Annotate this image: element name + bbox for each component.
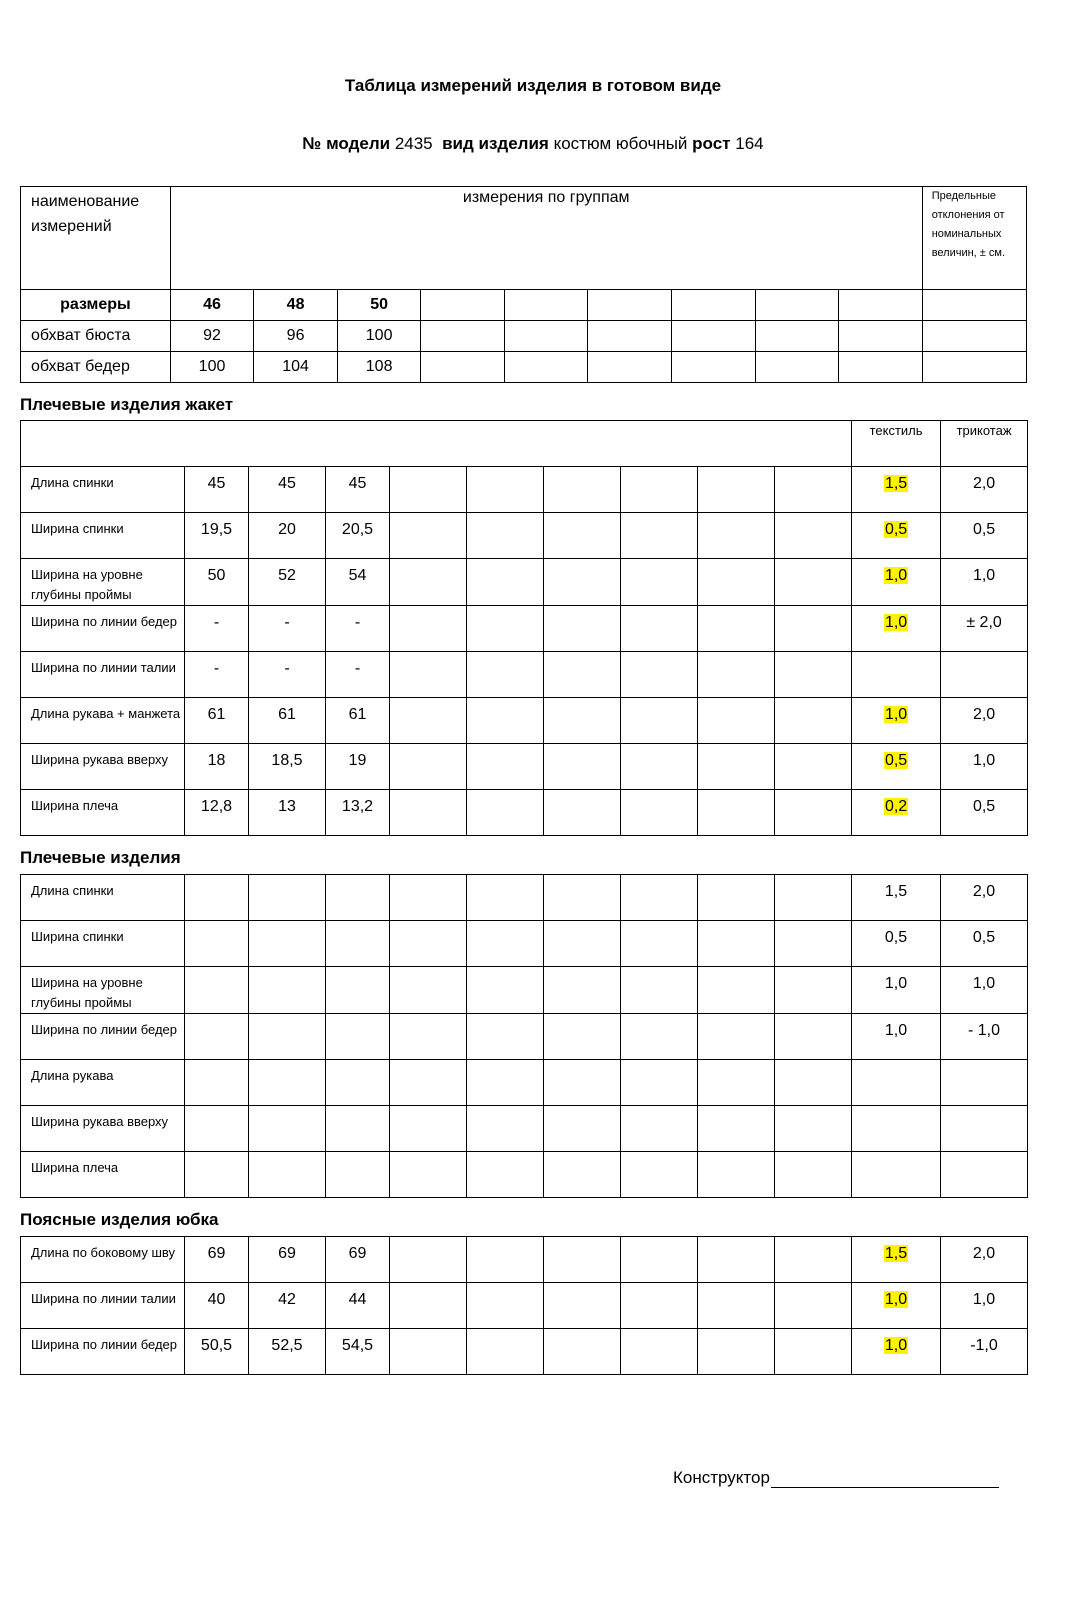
table-row: [21, 744, 1028, 790]
row-label: Ширина по линии бедер: [21, 1014, 185, 1060]
empty-cell: [698, 698, 775, 744]
skirt-table: [20, 1236, 1028, 1375]
textile-deviation-cell: [852, 875, 941, 921]
empty-cell: [544, 467, 621, 513]
value-cell: [185, 875, 249, 921]
textile-deviation-value: 1,0: [884, 1291, 908, 1308]
empty-cell: [775, 744, 852, 790]
textile-deviation-cell: [852, 744, 941, 790]
empty-cell: [544, 513, 621, 559]
row-label: обхват бюста: [21, 321, 171, 352]
textile-deviation-cell: [852, 1014, 941, 1060]
empty-cell: [775, 467, 852, 513]
empty-cell: [698, 1106, 775, 1152]
row-label: Длина спинки: [21, 875, 185, 921]
row-label: Ширина на уровне глубины проймы: [21, 967, 185, 1014]
textile-deviation-cell: [852, 921, 941, 967]
measurement-name-header: наименование измерений: [21, 187, 171, 290]
empty-cell: [621, 559, 698, 606]
empty-cell: [544, 921, 621, 967]
empty-cell: [390, 467, 467, 513]
table-row: [21, 790, 1028, 836]
empty-cell: [467, 921, 544, 967]
empty-cell: [775, 1014, 852, 1060]
row-label: Ширина по линии бедер: [21, 1329, 185, 1375]
empty-cell: [467, 1237, 544, 1283]
empty-cell: [698, 875, 775, 921]
row-label: Ширина по линии талии: [21, 1283, 185, 1329]
empty-cell: [621, 652, 698, 698]
empty-cell: [698, 1014, 775, 1060]
empty-cell: [698, 1283, 775, 1329]
table-row: [21, 1237, 1028, 1283]
knit-deviation-cell: 2,0: [941, 1237, 1028, 1283]
empty-cell: [390, 1329, 467, 1375]
empty-cell: [621, 1060, 698, 1106]
value-cell: 96: [254, 321, 338, 352]
empty-cell: [544, 652, 621, 698]
empty-cell: [698, 513, 775, 559]
empty-cell: [467, 1060, 544, 1106]
row-label: Ширина плеча: [21, 790, 185, 836]
table-row: [21, 290, 1027, 321]
value-cell: [326, 1060, 390, 1106]
textile-header: текстиль: [852, 421, 941, 467]
empty-cell: [544, 744, 621, 790]
row-label: Ширина плеча: [21, 1152, 185, 1198]
empty-cell: [775, 606, 852, 652]
empty-cell: [775, 513, 852, 559]
empty-cell: [390, 1060, 467, 1106]
empty-cell: [698, 652, 775, 698]
value-cell: 69: [326, 1237, 390, 1283]
size-cell: 46: [170, 290, 254, 321]
empty-cell: [698, 921, 775, 967]
empty-cell: [467, 513, 544, 559]
table-row: [21, 698, 1028, 744]
textile-deviation-value: 1,0: [884, 567, 908, 584]
value-cell: 92: [170, 321, 254, 352]
empty-cell: [621, 1329, 698, 1375]
value-cell: 52,5: [249, 1329, 326, 1375]
knit-deviation-cell: [941, 1060, 1028, 1106]
textile-deviation-value: 1,0: [884, 614, 908, 631]
empty-cell: [467, 744, 544, 790]
value-cell: 42: [249, 1283, 326, 1329]
empty-cell: [544, 1283, 621, 1329]
knit-deviation-cell: -1,0: [941, 1329, 1028, 1375]
empty-cell: [544, 698, 621, 744]
value-cell: 61: [249, 698, 326, 744]
knit-header: трикотаж: [941, 421, 1028, 467]
empty-cell: [467, 1283, 544, 1329]
knit-deviation-cell: 2,0: [941, 698, 1028, 744]
height-value: 164: [735, 134, 764, 153]
table-row: [21, 467, 1028, 513]
textile-deviation-cell: [852, 1060, 941, 1106]
value-cell: [326, 1014, 390, 1060]
textile-deviation-value: 1,5: [884, 883, 908, 900]
value-cell: 19: [326, 744, 390, 790]
value-cell: -: [249, 652, 326, 698]
textile-deviation-value: 0,5: [884, 752, 908, 769]
empty-cell: [390, 1152, 467, 1198]
empty-cell: [467, 967, 544, 1014]
empty-cell: [390, 1106, 467, 1152]
empty-cell: [775, 698, 852, 744]
empty-cell: [698, 1152, 775, 1198]
empty-cell: [544, 606, 621, 652]
value-cell: [185, 921, 249, 967]
row-label: Длина спинки: [21, 467, 185, 513]
empty-cell: [698, 790, 775, 836]
empty-cell: [621, 1237, 698, 1283]
table-row: [21, 321, 1027, 352]
page-title: Таблица измерений изделия в готовом виде: [344, 76, 722, 95]
table-row: [21, 1152, 1028, 1198]
knit-deviation-cell: [941, 1152, 1028, 1198]
value-cell: [249, 875, 326, 921]
empty-cell: [775, 559, 852, 606]
row-label: Ширина спинки: [21, 513, 185, 559]
value-cell: [326, 875, 390, 921]
knit-deviation-cell: ± 2,0: [941, 606, 1028, 652]
empty-cell: [621, 1152, 698, 1198]
value-cell: [249, 1106, 326, 1152]
empty-cell: [544, 1060, 621, 1106]
empty-cell: [621, 606, 698, 652]
row-label: Ширина рукава вверху: [21, 744, 185, 790]
value-cell: 40: [185, 1283, 249, 1329]
empty-cell: [390, 921, 467, 967]
size-cell: 50: [337, 290, 421, 321]
empty-cell: [621, 790, 698, 836]
value-cell: [249, 921, 326, 967]
empty-cell: [775, 875, 852, 921]
product-type-label: вид изделия: [442, 134, 549, 153]
textile-deviation-value: 0,5: [884, 929, 908, 946]
knit-deviation-cell: 0,5: [941, 790, 1028, 836]
table-row: [21, 875, 1028, 921]
textile-deviation-cell: [852, 790, 941, 836]
empty-cell: [390, 1283, 467, 1329]
empty-cell: [390, 698, 467, 744]
empty-cell: [467, 1106, 544, 1152]
value-cell: [185, 1014, 249, 1060]
row-label: Ширина по линии бедер: [21, 606, 185, 652]
value-cell: 13,2: [326, 790, 390, 836]
empty-cell: [544, 559, 621, 606]
row-label: Ширина спинки: [21, 921, 185, 967]
empty-cell: [775, 1329, 852, 1375]
table-row: [21, 1283, 1028, 1329]
value-cell: 45: [326, 467, 390, 513]
table-row: [21, 1014, 1028, 1060]
textile-deviation-value: 0,2: [884, 798, 908, 815]
empty-cell: [467, 698, 544, 744]
empty-cell: [698, 1060, 775, 1106]
textile-deviation-cell: [852, 559, 941, 606]
model-value: 2435: [394, 134, 433, 153]
textile-deviation-cell: [852, 513, 941, 559]
empty-cell: [775, 1152, 852, 1198]
table-row: [21, 652, 1028, 698]
empty-cell: [621, 513, 698, 559]
textile-deviation-cell: [852, 1106, 941, 1152]
row-label: обхват бедер: [21, 352, 171, 383]
table-row: [21, 559, 1028, 606]
textile-deviation-value: 1,5: [884, 1245, 908, 1262]
knit-deviation-cell: 0,5: [941, 921, 1028, 967]
value-cell: -: [185, 606, 249, 652]
row-label: Ширина по линии талии: [21, 652, 185, 698]
row-label: Ширина рукава вверху: [21, 1106, 185, 1152]
empty-cell: [467, 559, 544, 606]
knit-deviation-cell: [941, 652, 1028, 698]
empty-cell: [775, 921, 852, 967]
value-cell: 61: [185, 698, 249, 744]
shoulder-table: [20, 874, 1028, 1198]
value-cell: 104: [254, 352, 338, 383]
value-cell: -: [326, 606, 390, 652]
textile-deviation-cell: [852, 698, 941, 744]
value-cell: 45: [249, 467, 326, 513]
value-cell: 18,5: [249, 744, 326, 790]
knit-deviation-cell: 1,0: [941, 559, 1028, 606]
textile-deviation-value: 1,0: [884, 706, 908, 723]
empty-cell: [467, 606, 544, 652]
empty-cell: [698, 606, 775, 652]
knit-deviation-cell: - 1,0: [941, 1014, 1028, 1060]
textile-deviation-value: 1,5: [884, 475, 908, 492]
empty-cell: [544, 875, 621, 921]
empty-cell: [390, 1014, 467, 1060]
knit-deviation-cell: 2,0: [941, 875, 1028, 921]
knit-deviation-cell: 1,0: [941, 1283, 1028, 1329]
value-cell: 108: [337, 352, 421, 383]
knit-deviation-cell: 1,0: [941, 967, 1028, 1014]
empty-cell: [621, 698, 698, 744]
value-cell: [326, 1152, 390, 1198]
deviation-header: Предельные отклонения от номинальных величин, ± см.: [922, 187, 1026, 290]
empty-cell: [775, 1283, 852, 1329]
height-label: рост: [692, 134, 731, 153]
empty-cell: [621, 921, 698, 967]
value-cell: 52: [249, 559, 326, 606]
value-cell: -: [185, 652, 249, 698]
value-cell: -: [326, 652, 390, 698]
empty-cell: [467, 875, 544, 921]
value-cell: [326, 1106, 390, 1152]
empty-cell: [698, 467, 775, 513]
sizes-table: [20, 186, 1027, 383]
textile-deviation-value: 1,0: [884, 1022, 908, 1039]
value-cell: 45: [185, 467, 249, 513]
textile-deviation-cell: [852, 1152, 941, 1198]
empty-cell: [390, 875, 467, 921]
textile-deviation-cell: [852, 967, 941, 1014]
empty-cell: [544, 1106, 621, 1152]
value-cell: [249, 1152, 326, 1198]
textile-deviation-value: 1,0: [884, 1337, 908, 1354]
textile-deviation-cell: [852, 606, 941, 652]
empty-cell: [544, 1237, 621, 1283]
product-type-value: костюм юбочный: [553, 134, 688, 153]
empty-cell: [544, 1152, 621, 1198]
signature-label: Конструктор: [673, 1468, 770, 1487]
row-label: Длина рукава: [21, 1060, 185, 1106]
textile-deviation-cell: [852, 1283, 941, 1329]
value-cell: [185, 1106, 249, 1152]
value-cell: 20: [249, 513, 326, 559]
value-cell: [249, 967, 326, 1014]
row-label: размеры: [21, 290, 171, 321]
empty-cell: [544, 790, 621, 836]
empty-cell: [390, 606, 467, 652]
value-cell: 13: [249, 790, 326, 836]
empty-cell: [467, 652, 544, 698]
empty-cell: [467, 1329, 544, 1375]
empty-cell: [390, 513, 467, 559]
empty-cell: [621, 875, 698, 921]
knit-deviation-cell: 0,5: [941, 513, 1028, 559]
value-cell: [185, 1152, 249, 1198]
value-cell: 100: [170, 352, 254, 383]
value-cell: [185, 967, 249, 1014]
empty-cell: [621, 744, 698, 790]
value-cell: 44: [326, 1283, 390, 1329]
table-row: [21, 967, 1028, 1014]
empty-cell: [467, 1152, 544, 1198]
textile-deviation-cell: [852, 1237, 941, 1283]
section-title-jacket: Плечевые изделия жакет: [20, 395, 234, 414]
value-cell: 61: [326, 698, 390, 744]
empty-cell: [698, 744, 775, 790]
value-cell: 69: [249, 1237, 326, 1283]
value-cell: 54,5: [326, 1329, 390, 1375]
value-cell: 54: [326, 559, 390, 606]
table-row: [21, 606, 1028, 652]
table-row: [21, 352, 1027, 383]
empty-cell: [621, 467, 698, 513]
empty-cell: [698, 967, 775, 1014]
empty-cell: [467, 467, 544, 513]
table-row: [21, 1106, 1028, 1152]
empty-cell: [698, 1237, 775, 1283]
knit-deviation-cell: 1,0: [941, 744, 1028, 790]
textile-deviation-value: 1,0: [884, 975, 908, 992]
table-row: [21, 921, 1028, 967]
empty-cell: [390, 1237, 467, 1283]
empty-cell: [390, 744, 467, 790]
row-label: Ширина на уровне глубины проймы: [21, 559, 185, 606]
empty-cell: [621, 1283, 698, 1329]
measurement-groups-header: измерения по группам: [170, 187, 922, 290]
row-label: Длина по боковому шву: [21, 1237, 185, 1283]
value-cell: [326, 921, 390, 967]
empty-cell: [621, 1014, 698, 1060]
empty-cell: [544, 967, 621, 1014]
value-cell: [326, 967, 390, 1014]
empty-cell: [698, 1329, 775, 1375]
empty-cell: [775, 1237, 852, 1283]
empty-cell: [390, 967, 467, 1014]
table-row: [21, 1329, 1028, 1375]
empty-cell: [390, 652, 467, 698]
knit-deviation-cell: [941, 1106, 1028, 1152]
value-cell: -: [249, 606, 326, 652]
textile-deviation-cell: [852, 652, 941, 698]
value-cell: [249, 1060, 326, 1106]
section-title-skirt: Поясные изделия юбка: [20, 1210, 219, 1229]
signature-line: [771, 1469, 999, 1488]
table-row: [21, 1060, 1028, 1106]
signature-block: [673, 1468, 999, 1488]
value-cell: 12,8: [185, 790, 249, 836]
empty-cell: [775, 1106, 852, 1152]
knit-deviation-cell: 2,0: [941, 467, 1028, 513]
textile-deviation-value: 0,5: [884, 521, 908, 538]
value-cell: 100: [337, 321, 421, 352]
empty-cell: [621, 967, 698, 1014]
textile-deviation-cell: [852, 467, 941, 513]
empty-cell: [621, 1106, 698, 1152]
empty-cell: [698, 559, 775, 606]
value-cell: 20,5: [326, 513, 390, 559]
value-cell: [249, 1014, 326, 1060]
jacket-table: [20, 420, 1028, 836]
empty-cell: [775, 1060, 852, 1106]
empty-cell: [544, 1014, 621, 1060]
empty-cell: [775, 652, 852, 698]
row-label: Длина рукава + манжета: [21, 698, 185, 744]
empty-cell: [467, 790, 544, 836]
empty-cell: [775, 967, 852, 1014]
value-cell: 50,5: [185, 1329, 249, 1375]
empty-cell: [544, 1329, 621, 1375]
value-cell: 19,5: [185, 513, 249, 559]
value-cell: 18: [185, 744, 249, 790]
empty-cell: [775, 790, 852, 836]
empty-cell: [390, 559, 467, 606]
empty-cell: [390, 790, 467, 836]
model-label: № модели: [302, 134, 391, 153]
value-cell: 50: [185, 559, 249, 606]
value-cell: 69: [185, 1237, 249, 1283]
size-cell: 48: [254, 290, 338, 321]
value-cell: [185, 1060, 249, 1106]
textile-deviation-cell: [852, 1329, 941, 1375]
section-title-shoulder: Плечевые изделия: [20, 848, 181, 867]
model-info: [0, 134, 1066, 154]
empty-cell: [467, 1014, 544, 1060]
table-row: [21, 513, 1028, 559]
